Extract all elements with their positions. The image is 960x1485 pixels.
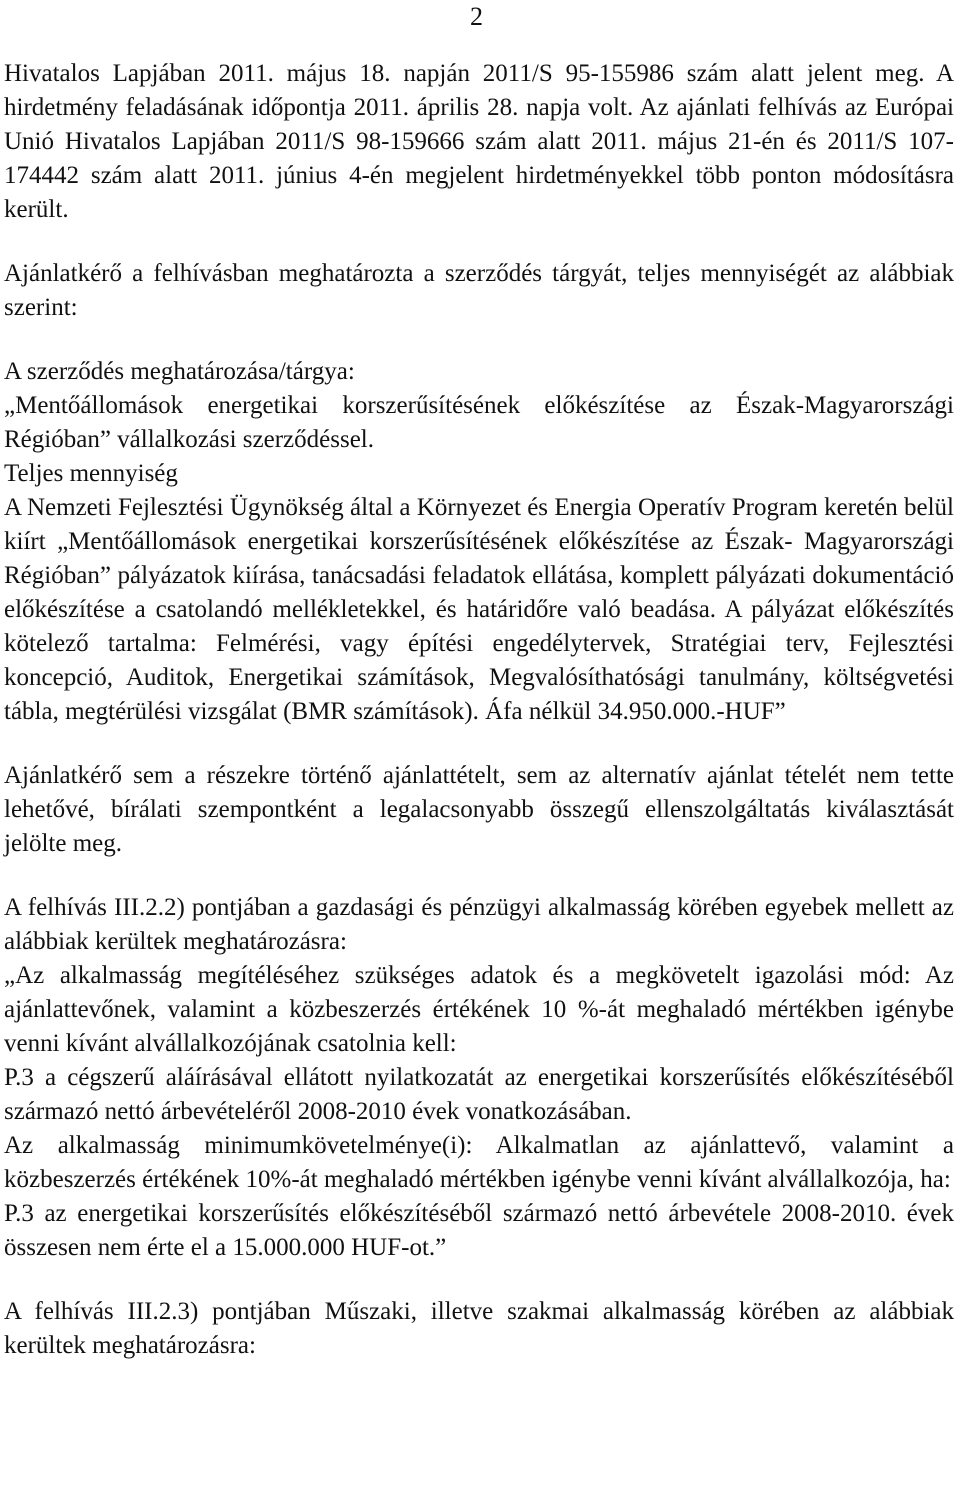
document-body xyxy=(4,57,954,1363)
paragraph-gap xyxy=(4,861,954,891)
paragraph-intro-subject: Ajánlatkérő a felhívásban meghatározta a szerződés tárgyát, teljes mennyiségét az alábbiak szerint: xyxy=(4,260,954,321)
paragraph-contract-title: „Mentőállomások energetikai korszerűsítésének előkészítése az Észak-Magyarországi Régióban” vállalkozási szerződéssel. xyxy=(4,392,954,453)
paragraph-financial-suitability: A felhívás III.2.2) pontjában a gazdasági és pénzügyi alkalmasság körében egyebek mellett az alábbiak kerültek meghatározásra: xyxy=(4,894,954,955)
paragraph-evaluation: Ajánlatkérő sem a részekre történő ajánlattételt, sem az alternatív ajánlat tételét nem tette lehetővé, bírálati szempontként a legalacsonyabb összegű ellenszolgáltatás kiválasztását jelölte meg. xyxy=(4,762,954,857)
paragraph-gap xyxy=(4,1265,954,1295)
paragraph-p3-statement: P.3 a cégszerű aláírásával ellátott nyilatkozatát az energetikai korszerűsítés előkészítéséből származó nettó árbevételéről 2008-2010 évek vonatkozásában. xyxy=(4,1064,954,1125)
paragraph-technical-suitability: A felhívás III.2.3) pontjában Műszaki, illetve szakmai alkalmasság körében az alábbiak kerültek meghatározásra: xyxy=(4,1298,954,1359)
paragraph-gap xyxy=(4,227,954,257)
paragraph-total-quantity: A Nemzeti Fejlesztési Ügynökség által a Környezet és Energia Operatív Program keretén belül kiírt „Mentőállomások energetikai korszerűsítésének előkészítése az Észak- Magyarországi Régióban” pályázatok kiírása, tanácsadási feladatok ellátása, komplett pályázati dokumentáció előkészítése a csatolandó mellékletekkel, és határidőre való beadása. A pályázat előkészítés kötelező tartalma: Felmérési, vagy építési engedélytervek, Stratégiai terv, Fejlesztési koncepció, Auditok, Energetikai számítások, Megvalósíthatósági tanulmány, költségvetési tábla, megtérülési vizsgálat (BMR számítások). Áfa nélkül 34.950.000.-HUF” xyxy=(4,494,954,725)
paragraph-gap xyxy=(4,729,954,759)
heading-total-quantity: Teljes mennyiség xyxy=(4,460,178,487)
paragraph-gap xyxy=(4,325,954,355)
paragraph-p3-threshold: P.3 az energetikai korszerűsítés előkészítéséből származó nettó árbevétele 2008-2010. évek összesen nem érte el a 15.000.000 HUF-ot.” xyxy=(4,1200,954,1261)
paragraph-minimum-requirements: Az alkalmasság minimumkövetelménye(i): Alkalmatlan az ajánlattevő, valamint a közbeszerzés értékének 10%-át meghaladó mértékben igénybe venni kívánt alvállalkozója, ha: xyxy=(4,1132,954,1193)
page-number: 2 xyxy=(470,2,483,31)
heading-contract-subject: A szerződés meghatározása/tárgya: xyxy=(4,358,355,385)
paragraph-publication-history: Hivatalos Lapjában 2011. május 18. napján 2011/S 95-155986 szám alatt jelent meg. A hirdetmény feladásának időpontja 2011. április 28. napja volt. Az ajánlati felhívás az Európai Unió Hivatalos Lapjában 2011/S 98-159666 szám alatt 2011. május 21-én és 2011/S 107-174442 szám alatt 2011. június 4-én megjelent hirdetményekkel több ponton módosításra került. xyxy=(4,60,954,223)
paragraph-suitability-requirements: „Az alkalmasság megítéléséhez szükséges adatok és a megkövetelt igazolási mód: Az ajánlattevőnek, valamint a közbeszerzés értékének 10 %-át meghaladó mértékben igénybe venni kívánt alvállalkozójának csatolnia kell: xyxy=(4,962,954,1057)
